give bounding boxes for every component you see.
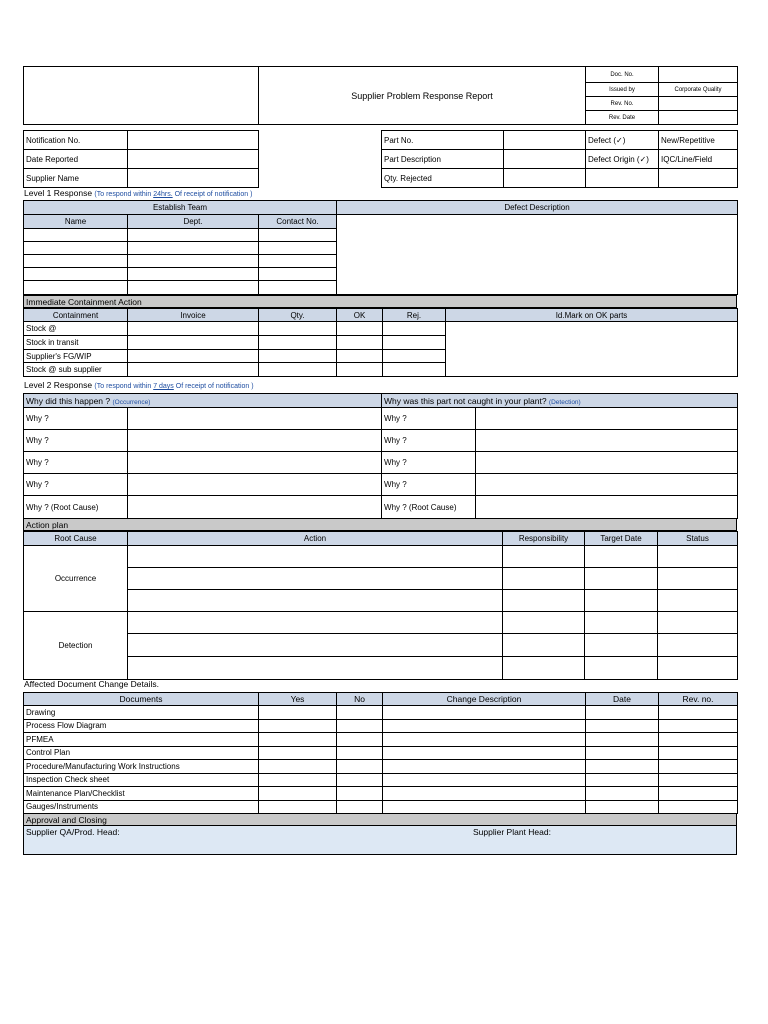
supplier-name-label: Supplier Name — [24, 169, 128, 188]
team-cell[interactable] — [24, 255, 128, 268]
action-cell[interactable] — [658, 590, 738, 612]
doc-cell[interactable] — [383, 760, 586, 774]
status-col-header: Status — [658, 532, 738, 546]
report-title: Supplier Problem Response Report — [259, 67, 586, 125]
date-reported-label: Date Reported — [24, 150, 128, 169]
doc-cell[interactable] — [337, 733, 383, 747]
new-repetitive-option[interactable]: New/Repetitive — [659, 131, 738, 150]
notification-no-label: Notification No. — [24, 131, 128, 150]
rev-no-label: Rev. No. — [586, 97, 659, 111]
action-cell[interactable] — [128, 634, 503, 657]
why-answer[interactable] — [128, 408, 382, 430]
action-cell[interactable] — [585, 590, 658, 612]
why-answer[interactable] — [476, 474, 738, 496]
supplier-qa-head-label[interactable]: Supplier QA/Prod. Head: — [26, 827, 120, 837]
qty-rejected-label: Qty. Rejected — [382, 169, 504, 188]
detection-label: Detection — [24, 612, 128, 680]
team-cell[interactable] — [128, 281, 259, 295]
qty-col-header: Qty. — [259, 309, 337, 322]
doc-cell[interactable] — [586, 773, 659, 787]
team-cell[interactable] — [128, 242, 259, 255]
doc-cell[interactable] — [659, 706, 738, 720]
defect-origin-label: Defect Origin (✓) — [586, 150, 659, 169]
why-label: Why ? — [382, 430, 476, 452]
qty-rejected-field[interactable] — [504, 169, 586, 188]
doc-cell[interactable] — [383, 800, 586, 814]
part-description-field[interactable] — [504, 150, 586, 169]
yes-col-header: Yes — [259, 693, 337, 706]
action-cell[interactable] — [503, 634, 585, 657]
defect-description-field[interactable] — [337, 215, 738, 295]
issued-by-value: Corporate Quality — [659, 83, 738, 97]
action-cell[interactable] — [658, 612, 738, 634]
level1-table — [23, 200, 738, 295]
doc-row-label: Maintenance Plan/Checklist — [24, 787, 259, 801]
action-cell[interactable] — [585, 634, 658, 657]
part-no-label: Part No. — [382, 131, 504, 150]
team-cell[interactable] — [259, 242, 337, 255]
action-cell[interactable] — [128, 612, 503, 634]
name-col-header: Name — [24, 215, 128, 229]
team-cell[interactable] — [24, 281, 128, 295]
action-cell[interactable] — [658, 568, 738, 590]
why-label: Why ? — [24, 452, 128, 474]
why-answer[interactable] — [128, 452, 382, 474]
doc-cell[interactable] — [259, 733, 337, 747]
establish-team-header: Establish Team — [24, 201, 337, 215]
doc-cell[interactable] — [659, 746, 738, 760]
doc-cell[interactable] — [337, 787, 383, 801]
doc-cell[interactable] — [383, 719, 586, 733]
responsibility-col-header: Responsibility — [503, 532, 585, 546]
doc-change-table — [23, 692, 738, 814]
action-plan-heading: Action plan — [23, 518, 737, 531]
containment-cell[interactable] — [383, 363, 446, 377]
team-cell[interactable] — [128, 268, 259, 281]
containment-cell[interactable] — [337, 363, 383, 377]
why-label: Why ? — [24, 430, 128, 452]
action-col-header: Action — [128, 532, 503, 546]
blank-cell — [659, 169, 738, 188]
why-answer[interactable] — [476, 452, 738, 474]
why-answer[interactable] — [476, 430, 738, 452]
root-cause-col-header: Root Cause — [24, 532, 128, 546]
part-info-table — [381, 130, 738, 188]
action-cell[interactable] — [658, 657, 738, 680]
why-happen-header: Why did this happen ? (Occurrence) — [24, 394, 382, 408]
level2-title: Level 2 Response — [24, 380, 93, 390]
why-root-cause-label: Why ? (Root Cause) — [382, 496, 476, 519]
level1-note: (To respond within 24hrs. Of receipt of notification ) — [94, 191, 253, 198]
doc-no-label: Doc. No. — [586, 67, 659, 83]
containment-col-header: Containment — [24, 309, 128, 322]
part-no-field[interactable] — [504, 131, 586, 150]
level2-note: (To respond within 7 days Of receipt of notification ) — [94, 383, 254, 390]
doc-cell[interactable] — [659, 733, 738, 747]
containment-heading: Immediate Containment Action — [23, 295, 737, 308]
why-answer[interactable] — [128, 474, 382, 496]
why-label: Why ? — [24, 408, 128, 430]
occurrence-label: Occurrence — [24, 546, 128, 612]
doc-cell[interactable] — [337, 706, 383, 720]
doc-cell[interactable] — [383, 773, 586, 787]
defect-label: Defect (✓) — [586, 131, 659, 150]
id-mark-field[interactable] — [446, 322, 738, 377]
supplier-plant-head-label[interactable]: Supplier Plant Head: — [473, 827, 551, 837]
rej-col-header: Rej. — [383, 309, 446, 322]
level1-heading — [24, 188, 252, 198]
doc-row-label: Process Flow Diagram — [24, 719, 259, 733]
supplier-fg-wip-label: Supplier's FG/WIP — [24, 350, 128, 363]
team-cell[interactable] — [259, 281, 337, 295]
doc-row-label: Gauges/Instruments — [24, 800, 259, 814]
team-cell[interactable] — [24, 268, 128, 281]
containment-cell[interactable] — [337, 350, 383, 363]
date-col-header: Date — [586, 693, 659, 706]
doc-cell[interactable] — [337, 746, 383, 760]
doc-cell[interactable] — [259, 719, 337, 733]
doc-row-label: Inspection Check sheet — [24, 773, 259, 787]
action-cell[interactable] — [503, 612, 585, 634]
doc-row-label: PFMEA — [24, 733, 259, 747]
containment-cell[interactable] — [259, 363, 337, 377]
action-cell[interactable] — [585, 568, 658, 590]
why-label: Why ? — [382, 452, 476, 474]
doc-cell[interactable] — [337, 719, 383, 733]
rev-no-value[interactable] — [659, 97, 738, 111]
doc-cell[interactable] — [259, 800, 337, 814]
containment-cell[interactable] — [383, 322, 446, 336]
containment-cell[interactable] — [128, 350, 259, 363]
no-col-header: No — [337, 693, 383, 706]
doc-row-label: Control Plan — [24, 746, 259, 760]
doc-cell[interactable] — [259, 760, 337, 774]
logo-area — [24, 67, 259, 125]
why-answer[interactable] — [128, 496, 382, 519]
why-label: Why ? — [382, 408, 476, 430]
stock-in-transit-label: Stock in transit — [24, 336, 128, 350]
stock-sub-supplier-label: Stock @ sub supplier — [24, 363, 128, 377]
containment-cell[interactable] — [128, 336, 259, 350]
team-cell[interactable] — [259, 229, 337, 242]
why-label: Why ? — [382, 474, 476, 496]
containment-cell[interactable] — [259, 350, 337, 363]
containment-table — [23, 308, 738, 377]
notification-no-field[interactable] — [128, 131, 259, 150]
action-cell[interactable] — [585, 657, 658, 680]
containment-cell[interactable] — [337, 322, 383, 336]
doc-cell[interactable] — [337, 773, 383, 787]
containment-cell[interactable] — [128, 322, 259, 336]
doc-cell[interactable] — [586, 733, 659, 747]
action-cell[interactable] — [658, 634, 738, 657]
action-cell[interactable] — [503, 546, 585, 568]
why-answer[interactable] — [128, 430, 382, 452]
doc-cell[interactable] — [383, 733, 586, 747]
doc-cell[interactable] — [259, 787, 337, 801]
doc-cell[interactable] — [383, 706, 586, 720]
containment-cell[interactable] — [337, 336, 383, 350]
supplier-name-field[interactable] — [128, 169, 259, 188]
iqc-line-field-option[interactable]: IQC/Line/Field — [659, 150, 738, 169]
rev-no-col-header: Rev. no. — [659, 693, 738, 706]
doc-cell[interactable] — [586, 706, 659, 720]
doc-cell[interactable] — [659, 787, 738, 801]
rev-date-label: Rev. Date — [586, 111, 659, 125]
dept-col-header: Dept. — [128, 215, 259, 229]
notification-table — [23, 130, 259, 188]
doc-cell[interactable] — [586, 746, 659, 760]
why-table — [23, 393, 738, 519]
doc-cell[interactable] — [383, 746, 586, 760]
doc-cell[interactable] — [586, 787, 659, 801]
stock-row-label: Stock @ — [24, 322, 128, 336]
doc-no-value[interactable] — [659, 67, 738, 83]
action-cell[interactable] — [128, 568, 503, 590]
containment-cell[interactable] — [128, 363, 259, 377]
team-cell[interactable] — [24, 242, 128, 255]
action-cell[interactable] — [503, 590, 585, 612]
why-answer[interactable] — [476, 408, 738, 430]
doc-cell[interactable] — [337, 800, 383, 814]
doc-cell[interactable] — [383, 787, 586, 801]
header-table — [23, 66, 738, 125]
approval-section — [23, 826, 737, 855]
documents-col-header: Documents — [24, 693, 259, 706]
action-cell[interactable] — [128, 546, 503, 568]
team-cell[interactable] — [128, 255, 259, 268]
why-root-cause-label: Why ? (Root Cause) — [24, 496, 128, 519]
team-cell[interactable] — [259, 268, 337, 281]
action-cell[interactable] — [128, 657, 503, 680]
team-cell[interactable] — [259, 255, 337, 268]
action-plan-table — [23, 531, 738, 680]
containment-cell[interactable] — [259, 322, 337, 336]
action-cell[interactable] — [585, 612, 658, 634]
doc-cell[interactable] — [659, 773, 738, 787]
doc-cell[interactable] — [586, 800, 659, 814]
why-label: Why ? — [24, 474, 128, 496]
doc-cell[interactable] — [586, 760, 659, 774]
part-description-label: Part Description — [382, 150, 504, 169]
doc-cell[interactable] — [659, 800, 738, 814]
change-description-col-header: Change Description — [383, 693, 586, 706]
doc-change-heading: Affected Document Change Details. — [24, 679, 159, 689]
blank-cell — [586, 169, 659, 188]
containment-cell[interactable] — [259, 336, 337, 350]
date-reported-field[interactable] — [128, 150, 259, 169]
target-date-col-header: Target Date — [585, 532, 658, 546]
action-cell[interactable] — [585, 546, 658, 568]
why-answer[interactable] — [476, 496, 738, 519]
issued-by-label: Issued by — [586, 83, 659, 97]
level1-title: Level 1 Response — [24, 188, 93, 198]
team-cell[interactable] — [128, 229, 259, 242]
invoice-col-header: Invoice — [128, 309, 259, 322]
doc-cell[interactable] — [586, 719, 659, 733]
why-not-caught-header: Why was this part not caught in your plant? (Detection) — [382, 394, 738, 408]
doc-cell[interactable] — [259, 773, 337, 787]
doc-row-label: Procedure/Manufacturing Work Instructions — [24, 760, 259, 774]
doc-cell[interactable] — [659, 719, 738, 733]
ok-col-header: OK — [337, 309, 383, 322]
contact-col-header: Contact No. — [259, 215, 337, 229]
doc-cell[interactable] — [659, 760, 738, 774]
containment-cell[interactable] — [383, 350, 446, 363]
action-cell[interactable] — [128, 590, 503, 612]
action-cell[interactable] — [503, 568, 585, 590]
id-mark-col-header: Id.Mark on OK parts — [446, 309, 738, 322]
containment-cell[interactable] — [383, 336, 446, 350]
doc-row-label: Drawing — [24, 706, 259, 720]
action-cell[interactable] — [658, 546, 738, 568]
doc-cell[interactable] — [259, 746, 337, 760]
level2-heading — [24, 380, 254, 390]
approval-heading: Approval and Closing — [23, 813, 737, 826]
action-cell[interactable] — [503, 657, 585, 680]
team-cell[interactable] — [24, 229, 128, 242]
doc-cell[interactable] — [259, 706, 337, 720]
defect-description-header: Defect Description — [337, 201, 738, 215]
rev-date-value[interactable] — [659, 111, 738, 125]
doc-cell[interactable] — [337, 760, 383, 774]
